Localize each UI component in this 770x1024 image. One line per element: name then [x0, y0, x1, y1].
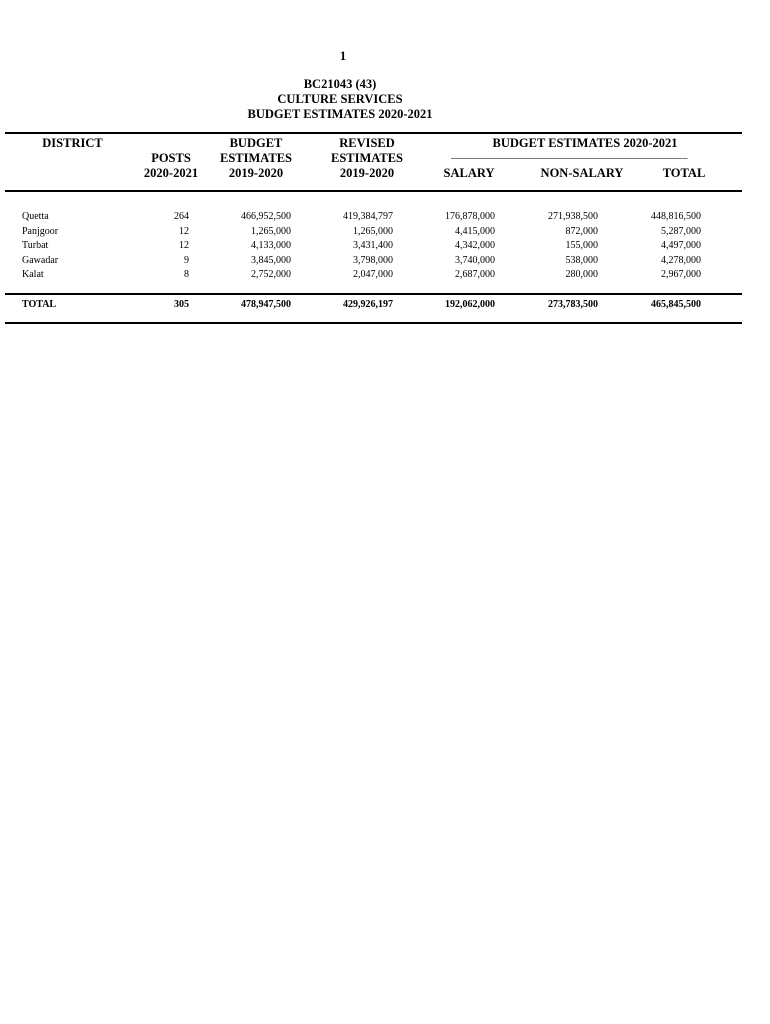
header-group-title: BUDGET ESTIMATES 2020-2021	[492, 136, 678, 150]
cell-district: Quetta	[22, 211, 49, 222]
cell-posts: 264	[174, 211, 189, 222]
cell-posts: 8	[184, 269, 189, 281]
totals-label: TOTAL	[22, 299, 57, 310]
cell-non-salary: 280,000	[565, 269, 598, 281]
page-number: 1	[339, 49, 347, 63]
header-non-salary: NON-SALARY	[540, 166, 624, 180]
header-revised-l1: REVISED	[339, 136, 395, 150]
totals-top-rule	[5, 293, 742, 295]
cell-non-salary: 538,000	[565, 254, 598, 266]
header-posts-l2: 2020-2021	[143, 166, 199, 180]
cell-district: Kalat	[22, 269, 44, 281]
header-revised-l3: 2019-2020	[339, 166, 395, 180]
cell-district: Gawadar	[22, 254, 59, 266]
cell-non-salary: 271,938,500	[548, 211, 598, 222]
header-district: DISTRICT	[42, 136, 103, 150]
cell-budget: 3,845,000	[251, 254, 291, 266]
header-total: TOTAL	[662, 166, 706, 180]
doc-subtitle: BUDGET ESTIMATES 2020-2021	[247, 107, 433, 121]
cell-posts: 12	[179, 225, 189, 237]
cell-total: 448,816,500	[651, 211, 701, 222]
cell-total: 5,287,000	[661, 225, 701, 237]
cell-total: 2,967,000	[661, 269, 701, 281]
header-budget-l2: ESTIMATES	[219, 151, 292, 165]
header-group-underline: ___________________________________________	[451, 148, 688, 160]
totals-budget: 478,947,500	[241, 299, 291, 310]
cell-revised: 3,798,000	[353, 254, 393, 266]
cell-total: 4,278,000	[661, 254, 701, 266]
table-bottom-rule	[5, 322, 742, 324]
totals-posts: 305	[174, 299, 189, 310]
cell-budget: 466,952,500	[241, 211, 291, 222]
header-posts-l1: POSTS	[151, 151, 191, 165]
cell-posts: 12	[179, 240, 189, 252]
totals-revised: 429,926,197	[343, 299, 393, 310]
cell-revised: 2,047,000	[353, 269, 393, 281]
header-bottom-rule	[5, 190, 742, 192]
cell-budget: 1,265,000	[251, 225, 291, 237]
cell-salary: 4,415,000	[455, 225, 495, 237]
header-budget-l1: BUDGET	[229, 136, 283, 150]
cell-budget: 2,752,000	[251, 269, 291, 281]
cell-salary: 3,740,000	[455, 254, 495, 266]
cell-revised: 419,384,797	[343, 211, 393, 222]
cell-district: Panjgoor	[22, 225, 59, 237]
totals-non-salary: 273,783,500	[548, 299, 598, 310]
cell-non-salary: 872,000	[565, 225, 598, 237]
cell-total: 4,497,000	[661, 240, 701, 252]
header-budget-l3: 2019-2020	[228, 166, 284, 180]
cell-salary: 4,342,000	[455, 240, 495, 252]
cell-revised: 1,265,000	[353, 225, 393, 237]
cell-non-salary: 155,000	[565, 240, 598, 252]
cell-revised: 3,431,400	[353, 240, 393, 252]
cell-salary: 2,687,000	[455, 269, 495, 281]
table-top-rule	[5, 132, 742, 134]
header-revised-l2: ESTIMATES	[330, 151, 403, 165]
doc-code: BC21043 (43)	[303, 77, 377, 91]
cell-posts: 9	[184, 254, 189, 266]
cell-district: Turbat	[22, 240, 49, 252]
totals-total: 465,845,500	[651, 299, 701, 310]
header-salary: SALARY	[443, 166, 495, 180]
cell-salary: 176,878,000	[445, 211, 495, 222]
totals-salary: 192,062,000	[445, 299, 495, 310]
cell-budget: 4,133,000	[251, 240, 291, 252]
doc-department: CULTURE SERVICES	[277, 92, 403, 106]
